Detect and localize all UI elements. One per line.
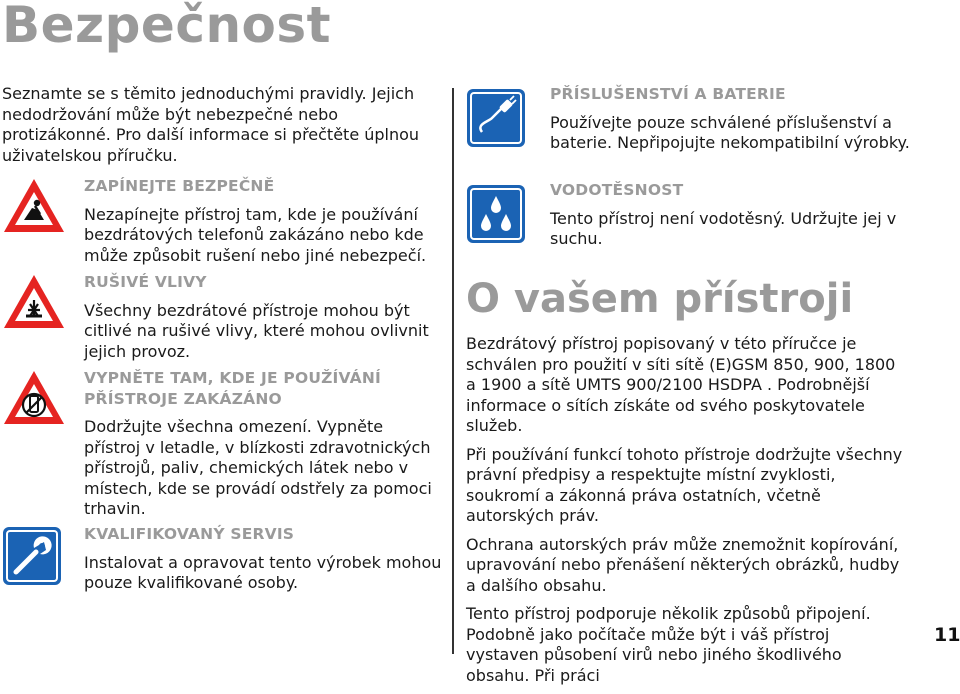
section-heading: ZAPÍNEJTE BEZPEČNĚ bbox=[84, 177, 275, 195]
section-heading: VYPNĚTE TAM, KDE JE POUŽÍVÁNÍ PŘÍSTROJE ZAKÁZÁNO bbox=[84, 369, 381, 408]
left-column bbox=[2, 84, 442, 592]
section-text: Všechny bezdrátové přístroje mohou být citlivé na rušivé vlivy, které mohou ovlivnit jejich provoz. bbox=[84, 300, 429, 361]
page-title: Bezpečnost bbox=[2, 0, 332, 54]
section-text: Nezapínejte přístroj tam, kde je používání bezdrátových telefonů zakázáno nebo kde může způsobit rušení nebo jiné nebezpečí. bbox=[84, 204, 427, 265]
switch-off-icon bbox=[2, 368, 66, 428]
about-paragraph: Ochrana autorských práv může znemožnit kopírování, upravování nebo přenášení některých obrázků, hudby a dalšího obsahu. bbox=[466, 534, 900, 595]
switch-on-safely-icon bbox=[2, 176, 66, 236]
page-number: 11 bbox=[934, 624, 960, 646]
section-text: Instalovat a opravovat tento výrobek mohou pouze kvalifikované osoby. bbox=[84, 552, 442, 592]
intro-text: Seznamte se s těmito jednoduchými pravidly. Jejich nedodržování může být nebezpečné nebo protizákonné. Pro další informace si přečtěte úplnou uživatelskou příručku. bbox=[2, 84, 420, 165]
about-paragraph: Při používání funkcí tohoto přístroje dodržujte všechny právní předpisy a respektujte místní zvyklosti, soukromí a zákonná práva ostatních, včetně autorských práv. bbox=[466, 444, 903, 525]
about-body bbox=[466, 334, 906, 694]
section-text: Používejte pouze schválené příslušenství a baterie. Nepřipojujte nekompatibilní výrobky. bbox=[550, 112, 910, 152]
wrench-icon bbox=[2, 526, 62, 586]
cable-icon bbox=[466, 88, 526, 148]
about-heading: O vašem přístroji bbox=[466, 276, 854, 322]
section-heading: KVALIFIKOVANÝ SERVIS bbox=[84, 525, 295, 543]
section-text: Dodržujte všechna omezení. Vypněte přístroj v letadle, v blízkosti zdravotnických přístrojů, paliv, chemických látek nebo v místech, kde se provádí odstřely za pomoci trhavin. bbox=[84, 417, 432, 518]
section-text: Tento přístroj není vodotěsný. Udržujte jej v suchu. bbox=[550, 208, 897, 248]
section-heading: PŘÍSLUŠENSTVÍ A BATERIE bbox=[550, 85, 786, 103]
about-paragraph: Tento přístroj podporuje několik způsobů připojení. Podobně jako počítače může být i váš přístroj vystaven působení virů nebo jiného škodlivého obsahu. Při práci bbox=[466, 604, 871, 685]
section-heading: RUŠIVÉ VLIVY bbox=[84, 273, 207, 291]
section-heading: VODOTĚSNOST bbox=[550, 181, 684, 199]
column-divider bbox=[452, 88, 454, 654]
about-paragraph: Bezdrátový přístroj popisovaný v této příručce je schválen pro použití v síti sítě (E)GSM 850, 900, 1800 a 1900 a sítě UMTS 900/2100 HSDPA . Podrobnější informace o sítích získáte od svého poskytovatele služeb. bbox=[466, 334, 896, 435]
water-drops-icon bbox=[466, 184, 526, 244]
interference-icon bbox=[2, 272, 66, 332]
